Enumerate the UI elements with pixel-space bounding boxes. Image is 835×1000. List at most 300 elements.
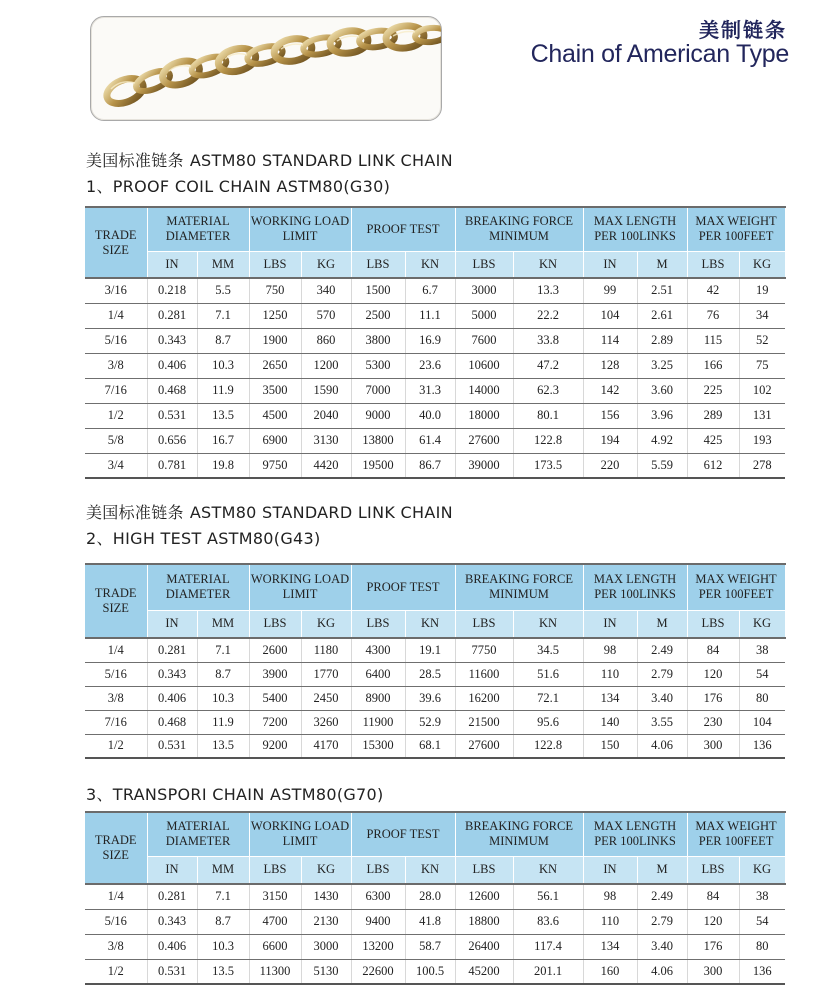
value-cell: 28.5 xyxy=(405,662,455,686)
value-cell: 68.1 xyxy=(405,734,455,758)
value-cell: 38 xyxy=(739,638,785,662)
section-1-title: 1、PROOF COIL CHAIN ASTM80(G30) xyxy=(86,177,391,196)
value-cell: 3800 xyxy=(351,328,405,353)
table-proof-coil-chain xyxy=(85,206,786,479)
breaking-force-header: BREAKING FORCE MINIMUM xyxy=(455,564,583,610)
section-2-standard-en: ASTM80 STANDARD LINK CHAIN xyxy=(189,503,453,522)
value-cell: 7.1 xyxy=(197,884,249,909)
value-cell: 4.06 xyxy=(637,734,687,758)
value-cell: 5300 xyxy=(351,353,405,378)
value-cell: 3900 xyxy=(249,662,301,686)
material-diameter-header: MATERIAL DIAMETER xyxy=(147,812,249,856)
unit-header-in: IN xyxy=(147,856,197,884)
material-diameter-header: MATERIAL DIAMETER xyxy=(147,207,249,251)
unit-header-lbs: LBS xyxy=(249,251,301,278)
value-cell: 19 xyxy=(739,278,785,303)
value-cell: 134 xyxy=(583,934,637,959)
value-cell: 5400 xyxy=(249,686,301,710)
value-cell: 2450 xyxy=(301,686,351,710)
value-cell: 3150 xyxy=(249,884,301,909)
value-cell: 425 xyxy=(687,428,739,453)
value-cell: 7.1 xyxy=(197,303,249,328)
value-cell: 230 xyxy=(687,710,739,734)
value-cell: 5130 xyxy=(301,959,351,984)
value-cell: 0.468 xyxy=(147,378,197,403)
value-cell: 3.55 xyxy=(637,710,687,734)
unit-header-lbs: LBS xyxy=(455,856,513,884)
value-cell: 27600 xyxy=(455,734,513,758)
value-cell: 150 xyxy=(583,734,637,758)
unit-header-kn: KN xyxy=(513,610,583,638)
trade-size-cell: 5/16 xyxy=(85,328,147,353)
trade-size-cell: 5/8 xyxy=(85,428,147,453)
value-cell: 11300 xyxy=(249,959,301,984)
unit-header-lbs: LBS xyxy=(351,251,405,278)
value-cell: 26400 xyxy=(455,934,513,959)
value-cell: 0.531 xyxy=(147,734,197,758)
value-cell: 80.1 xyxy=(513,403,583,428)
value-cell: 2.49 xyxy=(637,884,687,909)
value-cell: 9200 xyxy=(249,734,301,758)
value-cell: 1590 xyxy=(301,378,351,403)
working-load-limit-header: WORKING LOAD LIMIT xyxy=(249,207,351,251)
page-title-cn: 美制链条 xyxy=(699,18,787,42)
value-cell: 2650 xyxy=(249,353,301,378)
breaking-force-header: BREAKING FORCE MINIMUM xyxy=(455,812,583,856)
table-high-test-chain xyxy=(85,563,786,759)
value-cell: 142 xyxy=(583,378,637,403)
value-cell: 4170 xyxy=(301,734,351,758)
max-weight-header: MAX WEIGHT PER 100FEET xyxy=(687,812,785,856)
value-cell: 52.9 xyxy=(405,710,455,734)
value-cell: 3.40 xyxy=(637,934,687,959)
value-cell: 6.7 xyxy=(405,278,455,303)
value-cell: 22600 xyxy=(351,959,405,984)
value-cell: 4700 xyxy=(249,909,301,934)
value-cell: 23.6 xyxy=(405,353,455,378)
value-cell: 140 xyxy=(583,710,637,734)
value-cell: 7000 xyxy=(351,378,405,403)
value-cell: 62.3 xyxy=(513,378,583,403)
value-cell: 7.1 xyxy=(197,638,249,662)
value-cell: 72.1 xyxy=(513,686,583,710)
unit-header-m: M xyxy=(637,610,687,638)
trade-size-cell: 5/16 xyxy=(85,662,147,686)
header-row-units xyxy=(85,610,785,638)
unit-header-kg: KG xyxy=(739,856,785,884)
chain-photo-icon xyxy=(91,17,441,120)
value-cell: 194 xyxy=(583,428,637,453)
trade-size-cell: 1/4 xyxy=(85,638,147,662)
value-cell: 7750 xyxy=(455,638,513,662)
value-cell: 7200 xyxy=(249,710,301,734)
trade-size-cell: 1/4 xyxy=(85,884,147,909)
value-cell: 110 xyxy=(583,662,637,686)
unit-header-lbs: LBS xyxy=(687,610,739,638)
table-row xyxy=(85,328,785,353)
value-cell: 47.2 xyxy=(513,353,583,378)
unit-header-m: M xyxy=(637,251,687,278)
value-cell: 11.9 xyxy=(197,378,249,403)
chain-photo-frame xyxy=(90,16,442,121)
table-row xyxy=(85,378,785,403)
unit-header-lbs: LBS xyxy=(351,610,405,638)
value-cell: 110 xyxy=(583,909,637,934)
unit-header-mm: MM xyxy=(197,610,249,638)
value-cell: 8.7 xyxy=(197,662,249,686)
value-cell: 0.406 xyxy=(147,686,197,710)
value-cell: 0.406 xyxy=(147,934,197,959)
table-row xyxy=(85,934,785,959)
value-cell: 16.9 xyxy=(405,328,455,353)
value-cell: 8900 xyxy=(351,686,405,710)
value-cell: 54 xyxy=(739,662,785,686)
value-cell: 3.60 xyxy=(637,378,687,403)
unit-header-kn: KN xyxy=(513,251,583,278)
value-cell: 1770 xyxy=(301,662,351,686)
value-cell: 1200 xyxy=(301,353,351,378)
value-cell: 15300 xyxy=(351,734,405,758)
value-cell: 4500 xyxy=(249,403,301,428)
value-cell: 75 xyxy=(739,353,785,378)
table-row xyxy=(85,353,785,378)
value-cell: 34 xyxy=(739,303,785,328)
trade-size-cell: 3/8 xyxy=(85,934,147,959)
value-cell: 51.6 xyxy=(513,662,583,686)
value-cell: 115 xyxy=(687,328,739,353)
value-cell: 56.1 xyxy=(513,884,583,909)
value-cell: 0.343 xyxy=(147,328,197,353)
value-cell: 8.7 xyxy=(197,328,249,353)
trade-size-cell: 5/16 xyxy=(85,909,147,934)
table-row xyxy=(85,884,785,909)
trade-size-cell: 3/8 xyxy=(85,686,147,710)
value-cell: 54 xyxy=(739,909,785,934)
value-cell: 220 xyxy=(583,453,637,478)
section-2-title: 2、HIGH TEST ASTM80(G43) xyxy=(86,529,321,548)
value-cell: 5.59 xyxy=(637,453,687,478)
value-cell: 34.5 xyxy=(513,638,583,662)
material-diameter-header: MATERIAL DIAMETER xyxy=(147,564,249,610)
value-cell: 0.531 xyxy=(147,403,197,428)
value-cell: 2.89 xyxy=(637,328,687,353)
value-cell: 104 xyxy=(583,303,637,328)
unit-header-lbs: LBS xyxy=(351,856,405,884)
value-cell: 278 xyxy=(739,453,785,478)
value-cell: 300 xyxy=(687,734,739,758)
max-length-header: MAX LENGTH PER 100LINKS xyxy=(583,207,687,251)
value-cell: 0.343 xyxy=(147,909,197,934)
value-cell: 84 xyxy=(687,884,739,909)
table-transport-chain xyxy=(85,811,786,985)
proof-test-header: PROOF TEST xyxy=(351,812,455,856)
value-cell: 750 xyxy=(249,278,301,303)
value-cell: 11.1 xyxy=(405,303,455,328)
table-row xyxy=(85,734,785,758)
value-cell: 31.3 xyxy=(405,378,455,403)
trade-size-header: TRADE SIZE xyxy=(85,812,147,884)
value-cell: 39.6 xyxy=(405,686,455,710)
unit-header-lbs: LBS xyxy=(249,610,301,638)
value-cell: 13.5 xyxy=(197,734,249,758)
trade-size-cell: 3/4 xyxy=(85,453,147,478)
table-row xyxy=(85,710,785,734)
value-cell: 136 xyxy=(739,734,785,758)
trade-size-cell: 1/2 xyxy=(85,403,147,428)
trade-size-cell: 1/2 xyxy=(85,959,147,984)
value-cell: 0.281 xyxy=(147,638,197,662)
value-cell: 6300 xyxy=(351,884,405,909)
value-cell: 0.531 xyxy=(147,959,197,984)
value-cell: 19500 xyxy=(351,453,405,478)
unit-header-kn: KN xyxy=(513,856,583,884)
value-cell: 14000 xyxy=(455,378,513,403)
value-cell: 10.3 xyxy=(197,353,249,378)
unit-header-mm: MM xyxy=(197,856,249,884)
value-cell: 1900 xyxy=(249,328,301,353)
header-row-groups xyxy=(85,207,785,251)
unit-header-lbs: LBS xyxy=(249,856,301,884)
value-cell: 19.1 xyxy=(405,638,455,662)
value-cell: 58.7 xyxy=(405,934,455,959)
header-row-groups xyxy=(85,564,785,610)
value-cell: 95.6 xyxy=(513,710,583,734)
value-cell: 0.468 xyxy=(147,710,197,734)
value-cell: 0.343 xyxy=(147,662,197,686)
value-cell: 2600 xyxy=(249,638,301,662)
value-cell: 300 xyxy=(687,959,739,984)
value-cell: 0.281 xyxy=(147,303,197,328)
working-load-limit-header: WORKING LOAD LIMIT xyxy=(249,812,351,856)
unit-header-kn: KN xyxy=(405,610,455,638)
value-cell: 98 xyxy=(583,638,637,662)
unit-header-in: IN xyxy=(583,251,637,278)
value-cell: 13.3 xyxy=(513,278,583,303)
table-row xyxy=(85,303,785,328)
value-cell: 3000 xyxy=(455,278,513,303)
value-cell: 4.06 xyxy=(637,959,687,984)
value-cell: 99 xyxy=(583,278,637,303)
value-cell: 19.8 xyxy=(197,453,249,478)
value-cell: 52 xyxy=(739,328,785,353)
value-cell: 612 xyxy=(687,453,739,478)
value-cell: 4420 xyxy=(301,453,351,478)
value-cell: 117.4 xyxy=(513,934,583,959)
value-cell: 2.79 xyxy=(637,662,687,686)
value-cell: 100.5 xyxy=(405,959,455,984)
value-cell: 2500 xyxy=(351,303,405,328)
value-cell: 10.3 xyxy=(197,686,249,710)
value-cell: 128 xyxy=(583,353,637,378)
value-cell: 10600 xyxy=(455,353,513,378)
table-row xyxy=(85,909,785,934)
value-cell: 39000 xyxy=(455,453,513,478)
value-cell: 10.3 xyxy=(197,934,249,959)
proof-test-header: PROOF TEST xyxy=(351,207,455,251)
value-cell: 289 xyxy=(687,403,739,428)
value-cell: 131 xyxy=(739,403,785,428)
table-row xyxy=(85,453,785,478)
value-cell: 136 xyxy=(739,959,785,984)
value-cell: 176 xyxy=(687,686,739,710)
value-cell: 570 xyxy=(301,303,351,328)
value-cell: 16200 xyxy=(455,686,513,710)
value-cell: 40.0 xyxy=(405,403,455,428)
value-cell: 33.8 xyxy=(513,328,583,353)
value-cell: 16.7 xyxy=(197,428,249,453)
unit-header-kn: KN xyxy=(405,251,455,278)
value-cell: 11900 xyxy=(351,710,405,734)
value-cell: 8.7 xyxy=(197,909,249,934)
table-row xyxy=(85,278,785,303)
value-cell: 0.218 xyxy=(147,278,197,303)
value-cell: 340 xyxy=(301,278,351,303)
table-row xyxy=(85,428,785,453)
header-row-units xyxy=(85,251,785,278)
value-cell: 6400 xyxy=(351,662,405,686)
value-cell: 225 xyxy=(687,378,739,403)
trade-size-header: TRADE SIZE xyxy=(85,564,147,638)
proof-test-header: PROOF TEST xyxy=(351,564,455,610)
section-1-standard-line xyxy=(86,148,453,171)
value-cell: 98 xyxy=(583,884,637,909)
value-cell: 3500 xyxy=(249,378,301,403)
unit-header-m: M xyxy=(637,856,687,884)
section-2-standard-line xyxy=(86,500,453,523)
unit-header-lbs: LBS xyxy=(455,251,513,278)
table-row xyxy=(85,662,785,686)
value-cell: 2.79 xyxy=(637,909,687,934)
value-cell: 104 xyxy=(739,710,785,734)
working-load-limit-header: WORKING LOAD LIMIT xyxy=(249,564,351,610)
value-cell: 4300 xyxy=(351,638,405,662)
value-cell: 61.4 xyxy=(405,428,455,453)
trade-size-header: TRADE SIZE xyxy=(85,207,147,278)
max-length-header: MAX LENGTH PER 100LINKS xyxy=(583,812,687,856)
trade-size-cell: 3/16 xyxy=(85,278,147,303)
value-cell: 6900 xyxy=(249,428,301,453)
header-row-groups xyxy=(85,812,785,856)
value-cell: 28.0 xyxy=(405,884,455,909)
trade-size-cell: 1/2 xyxy=(85,734,147,758)
unit-header-kg: KG xyxy=(301,610,351,638)
value-cell: 76 xyxy=(687,303,739,328)
value-cell: 1500 xyxy=(351,278,405,303)
value-cell: 38 xyxy=(739,884,785,909)
value-cell: 1180 xyxy=(301,638,351,662)
value-cell: 201.1 xyxy=(513,959,583,984)
unit-header-kg: KG xyxy=(739,610,785,638)
value-cell: 41.8 xyxy=(405,909,455,934)
value-cell: 9750 xyxy=(249,453,301,478)
value-cell: 45200 xyxy=(455,959,513,984)
section-1-standard-cn: 美国标准链条 xyxy=(86,151,184,170)
value-cell: 860 xyxy=(301,328,351,353)
table-row xyxy=(85,959,785,984)
value-cell: 176 xyxy=(687,934,739,959)
value-cell: 134 xyxy=(583,686,637,710)
trade-size-cell: 3/8 xyxy=(85,353,147,378)
value-cell: 18000 xyxy=(455,403,513,428)
value-cell: 3.40 xyxy=(637,686,687,710)
unit-header-kg: KG xyxy=(301,856,351,884)
value-cell: 5.5 xyxy=(197,278,249,303)
value-cell: 27600 xyxy=(455,428,513,453)
value-cell: 13200 xyxy=(351,934,405,959)
value-cell: 3130 xyxy=(301,428,351,453)
breaking-force-header: BREAKING FORCE MINIMUM xyxy=(455,207,583,251)
value-cell: 102 xyxy=(739,378,785,403)
value-cell: 13800 xyxy=(351,428,405,453)
unit-header-in: IN xyxy=(583,610,637,638)
value-cell: 80 xyxy=(739,934,785,959)
value-cell: 84 xyxy=(687,638,739,662)
value-cell: 5000 xyxy=(455,303,513,328)
value-cell: 2.49 xyxy=(637,638,687,662)
value-cell: 0.656 xyxy=(147,428,197,453)
trade-size-cell: 1/4 xyxy=(85,303,147,328)
unit-header-mm: MM xyxy=(197,251,249,278)
unit-header-in: IN xyxy=(147,610,197,638)
value-cell: 2.51 xyxy=(637,278,687,303)
value-cell: 122.8 xyxy=(513,734,583,758)
value-cell: 4.92 xyxy=(637,428,687,453)
value-cell: 11.9 xyxy=(197,710,249,734)
value-cell: 156 xyxy=(583,403,637,428)
value-cell: 3.96 xyxy=(637,403,687,428)
section-3-title: 3、TRANSPORI CHAIN ASTM80(G70) xyxy=(86,785,384,804)
value-cell: 1430 xyxy=(301,884,351,909)
unit-header-lbs: LBS xyxy=(687,251,739,278)
value-cell: 11600 xyxy=(455,662,513,686)
section-1-standard-en: ASTM80 STANDARD LINK CHAIN xyxy=(189,151,453,170)
trade-size-cell: 7/16 xyxy=(85,710,147,734)
unit-header-kg: KG xyxy=(739,251,785,278)
value-cell: 2.61 xyxy=(637,303,687,328)
unit-header-kn: KN xyxy=(405,856,455,884)
value-cell: 3260 xyxy=(301,710,351,734)
unit-header-lbs: LBS xyxy=(687,856,739,884)
value-cell: 166 xyxy=(687,353,739,378)
value-cell: 3000 xyxy=(301,934,351,959)
unit-header-in: IN xyxy=(583,856,637,884)
value-cell: 13.5 xyxy=(197,403,249,428)
table-row xyxy=(85,686,785,710)
value-cell: 122.8 xyxy=(513,428,583,453)
table-row xyxy=(85,403,785,428)
value-cell: 13.5 xyxy=(197,959,249,984)
value-cell: 21500 xyxy=(455,710,513,734)
value-cell: 83.6 xyxy=(513,909,583,934)
value-cell: 114 xyxy=(583,328,637,353)
value-cell: 9000 xyxy=(351,403,405,428)
value-cell: 6600 xyxy=(249,934,301,959)
max-weight-header: MAX WEIGHT PER 100FEET xyxy=(687,207,785,251)
max-weight-header: MAX WEIGHT PER 100FEET xyxy=(687,564,785,610)
value-cell: 22.2 xyxy=(513,303,583,328)
unit-header-kg: KG xyxy=(301,251,351,278)
value-cell: 2040 xyxy=(301,403,351,428)
value-cell: 120 xyxy=(687,909,739,934)
value-cell: 9400 xyxy=(351,909,405,934)
value-cell: 80 xyxy=(739,686,785,710)
value-cell: 0.281 xyxy=(147,884,197,909)
value-cell: 0.781 xyxy=(147,453,197,478)
value-cell: 42 xyxy=(687,278,739,303)
section-2-standard-cn: 美国标准链条 xyxy=(86,503,184,522)
value-cell: 3.25 xyxy=(637,353,687,378)
trade-size-cell: 7/16 xyxy=(85,378,147,403)
